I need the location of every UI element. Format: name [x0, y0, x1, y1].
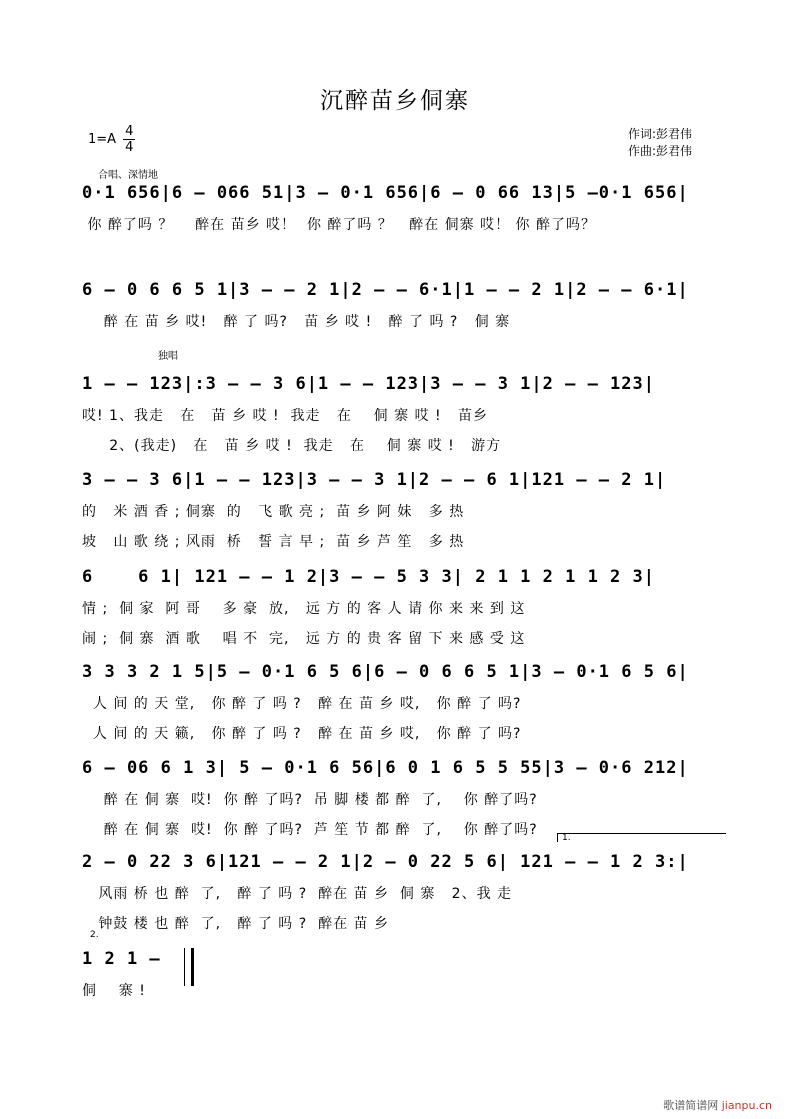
lyrics-verse-1: 你 醉了吗 ？ 醉在 苗乡 哎！ 你 醉了吗 ？ 醉在 侗寨 哎！ 你 醉了吗？: [82, 217, 597, 233]
time-signature: [123, 124, 135, 155]
lyrics-verse-2: 钟鼓 楼 也 醉 了, 醉 了 吗 ? 醉在 苗 乡: [82, 916, 389, 932]
lyrics-verse-2: 闹 ; 侗 寨 酒 歌 唱 不 完, 远 方 的 贵 客 留 下 来 感 受 这: [82, 631, 526, 647]
notes: 3 – – 3 6|1 – – 123|3 – – 3 1|2 – – 6 1|121 – – 2 1|: [82, 470, 667, 490]
notes: 6 – 0 6 6 5 1|3 – – 2 1|2 – – 6·1|1 – – 2 1|2 – – 6·1|: [82, 280, 689, 300]
volta-bracket-1: [557, 833, 726, 842]
notes: 6 6 1| 121 – – 1 2|3 – – 5 3 3| 2 1 1 2 1 1 2 3|: [82, 567, 655, 587]
volta-1-label: 1.: [562, 833, 571, 843]
lyrics-verse-1: 风雨 桥 也 醉 了, 醉 了 吗 ? 醉在 苗 乡 侗 寨 2、我 走: [82, 886, 513, 902]
volta-2-label: 2.: [90, 930, 99, 940]
lyrics-verse-1: 醉 在 苗 乡 哎! 醉 了 吗? 苗 乡 哎 ! 醉 了 吗 ? 侗 寨: [82, 314, 511, 330]
lyrics-verse-2: 坡 山 歌 绕 ; 风雨 桥 誓 言 早 ; 苗 乡 芦 笙 多 热: [82, 534, 465, 550]
lyrics-verse-2: 2、(我走) 在 苗 乡 哎 ! 我走 在 侗 寨 哎 ! 游方: [82, 438, 502, 454]
solo-label: 独唱: [158, 351, 178, 362]
lyrics-verse-1: 的 米 酒 香 ; 侗寨 的 飞 歌 亮 ; 苗 乡 阿 妹 多 热: [82, 504, 465, 520]
time-bottom: 4: [125, 140, 134, 155]
lyrics-verse-1: 醉 在 侗 寨 哎! 你 醉 了吗? 吊 脚 楼 都 醉 了, 你 醉了吗?: [82, 792, 538, 808]
watermark-url: jianpu.cn: [721, 1099, 772, 1112]
lyricist: 作词:彭君伟: [628, 127, 693, 141]
final-barline: [184, 948, 194, 986]
lyrics-verse-1: 人 间 的 天 堂, 你 醉 了 吗 ? 醉 在 苗 乡 哎, 你 醉 了 吗?: [82, 696, 522, 712]
lyrics-verse-1: 侗 寨 !: [82, 983, 146, 999]
notes: 2 – 0 22 3 6|121 – – 2 1|2 – 0 22 5 6| 121 – – 1 2 3:|: [82, 852, 689, 872]
credits: [628, 126, 692, 160]
lyrics-verse-2: 人 间 的 天 籁, 你 醉 了 吗 ? 醉 在 苗 乡 哎, 你 醉 了 吗?: [82, 726, 522, 742]
chorus-label: 合唱、深情地: [98, 170, 158, 181]
composer: 作曲:彭君伟: [628, 144, 693, 158]
watermark-site: 歌谱简谱网: [663, 1099, 719, 1112]
notes: 1 2 1 –: [82, 949, 161, 969]
notes: 6 – 06 6 1 3| 5 – 0·1 6 56|6 0 1 6 5 5 55|3 – 0·6 212|: [82, 758, 689, 778]
watermark: [663, 1097, 772, 1113]
song-title: 沉醉苗乡侗寨: [320, 88, 470, 114]
notes: 3 3 3 2 1 5|5 – 0·1 6 5 6|6 – 0 6 6 5 1|3 – 0·1 6 5 6|: [82, 662, 689, 682]
notes: 1 – – 123|:3 – – 3 6|1 – – 123|3 – – 3 1|2 – – 123|: [82, 374, 655, 394]
lyrics-verse-2: 醉 在 侗 寨 哎! 你 醉 了吗? 芦 笙 节 都 醉 了, 你 醉了吗?: [82, 822, 538, 838]
notes: 0·1 656|6 – 066 51|3 – 0·1 656|6 – 0 66 13|5 –0·1 656|: [82, 183, 689, 203]
lyrics-verse-1: 哎! 1、我走 在 苗 乡 哎 ! 我走 在 侗 寨 哎 ! 苗乡: [82, 408, 488, 424]
time-top: 4: [125, 124, 134, 139]
key-signature: [88, 124, 135, 155]
lyrics-verse-1: 情 ; 侗 家 阿 哥 多 豪 放, 远 方 的 客 人 请 你 来 来 到 这: [82, 601, 526, 617]
key-label: 1=A: [88, 132, 117, 147]
